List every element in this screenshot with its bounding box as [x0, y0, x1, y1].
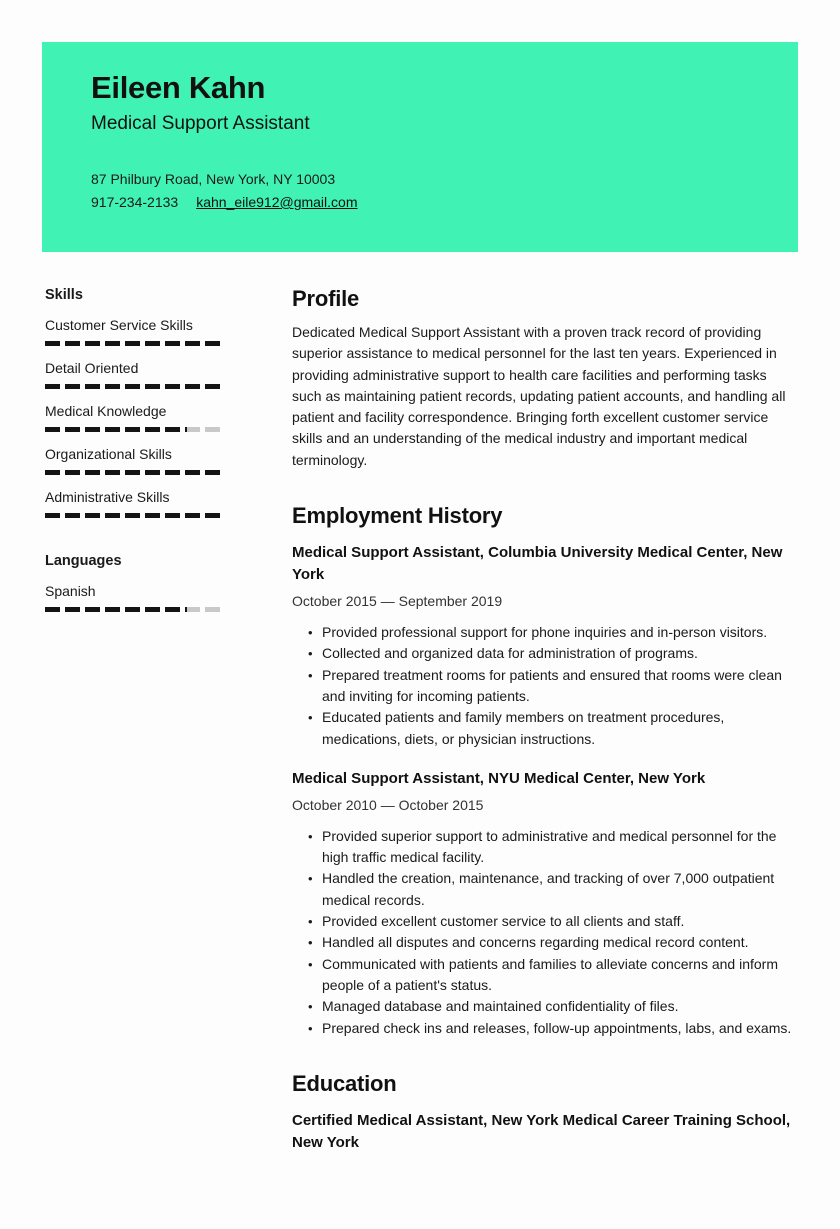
- skill-bar: [45, 470, 223, 475]
- languages-list: [45, 582, 225, 612]
- language-bar-fill: [45, 607, 187, 612]
- languages-block: [45, 552, 225, 612]
- job-bullet: • Handled the creation, maintenance, and tracking of over 7,000 outpatient medical records.: [292, 868, 798, 911]
- skill-bar-fill: [45, 513, 223, 518]
- job-bullet: • Provided superior support to administrative and medical personnel for the high traffic medical facility.: [292, 826, 798, 869]
- education-title: Certified Medical Assistant, New York Medical Career Training School, New York: [292, 1111, 791, 1151]
- job-dates: October 2010 — October 2015: [292, 796, 484, 813]
- skill-item: [45, 402, 225, 432]
- job-bullet: • Educated patients and family members on treatment procedures, medications, diets, or physician instructions.: [292, 707, 798, 750]
- phone-number: 917-234-2133: [91, 194, 179, 210]
- job-bullet: • Handled all disputes and concerns regarding medical record content.: [292, 932, 798, 953]
- skill-name: Medical Knowledge: [45, 403, 167, 419]
- resume-page: [0, 42, 840, 1229]
- job-dates: October 2015 — September 2019: [292, 593, 503, 610]
- education-section: [292, 1071, 798, 1154]
- skills-heading: Skills: [45, 287, 83, 303]
- skills-list: [45, 316, 225, 518]
- language-item: [45, 582, 225, 612]
- content-columns: [0, 252, 840, 1154]
- skill-bar: [45, 341, 223, 346]
- candidate-name: Eileen Kahn: [91, 70, 266, 105]
- skill-name: Detail Oriented: [45, 360, 139, 376]
- profile-heading: Profile: [292, 286, 360, 311]
- skill-bar-fill: [45, 427, 187, 432]
- job-bullet: • Provided professional support for phone inquiries and in-person visitors.: [292, 622, 798, 643]
- resume-header: [42, 42, 798, 252]
- skill-item: [45, 359, 225, 389]
- job-bullet: • Prepared check ins and releases, follow-up appointments, labs, and exams.: [292, 1018, 798, 1039]
- languages-heading: Languages: [45, 553, 122, 569]
- candidate-title: Medical Support Assistant: [91, 113, 310, 134]
- skill-bar: [45, 513, 223, 518]
- address: 87 Philbury Road, New York, NY 10003: [91, 171, 336, 187]
- skill-name: Administrative Skills: [45, 489, 170, 505]
- skill-bar-fill: [45, 341, 223, 346]
- employment-section: [292, 503, 798, 1039]
- job-bullets: [292, 826, 798, 1039]
- contact-line: [91, 192, 749, 213]
- skill-name: Customer Service Skills: [45, 317, 193, 333]
- language-name: Spanish: [45, 583, 96, 599]
- language-bar: [45, 607, 223, 612]
- job-bullets: [292, 622, 798, 750]
- skill-bar: [45, 427, 223, 432]
- skill-bar-fill: [45, 470, 223, 475]
- skill-bar: [45, 384, 223, 389]
- employment-heading: Employment History: [292, 503, 503, 529]
- skill-item: [45, 445, 225, 475]
- job-bullet: • Prepared treatment rooms for patients and ensured that rooms were clean and inviting for incoming patients.: [292, 665, 798, 708]
- contact-block: [91, 169, 749, 213]
- job-bullet: • Communicated with patients and families to alleviate concerns and inform people of a patient's status.: [292, 954, 798, 997]
- job-entry: [292, 542, 798, 750]
- job-bullet: • Managed database and maintained confidentiality of files.: [292, 996, 798, 1017]
- skill-name: Organizational Skills: [45, 446, 172, 462]
- profile-text: Dedicated Medical Support Assistant with a proven track record of providing superior assistance to medical personnel for the last ten years. Experienced in providing administrative support to health care facilities and performing tasks such as maintaining patient records, updating patient accounts, and handling all patient and facility correspondence. Bringing forth excellent customer service skills and an understanding of the medical industry and important medical terminology.: [292, 324, 786, 468]
- main-column: [292, 286, 798, 1154]
- job-title: Medical Support Assistant, NYU Medical Center, New York: [292, 769, 706, 787]
- sidebar: [45, 286, 225, 1154]
- education-heading: Education: [292, 1070, 397, 1096]
- skill-item: [45, 316, 225, 346]
- job-bullet: • Collected and organized data for administration of programs.: [292, 643, 798, 664]
- email-link[interactable]: kahn_eile912@gmail.com: [196, 194, 358, 210]
- job-title: Medical Support Assistant, Columbia University Medical Center, New York: [292, 544, 783, 584]
- skill-item: [45, 488, 225, 518]
- education-entry: [292, 1110, 798, 1154]
- job-bullet: • Provided excellent customer service to all clients and staff.: [292, 911, 798, 932]
- job-entry: [292, 768, 798, 1039]
- skill-bar-fill: [45, 384, 223, 389]
- profile-section: [292, 286, 798, 471]
